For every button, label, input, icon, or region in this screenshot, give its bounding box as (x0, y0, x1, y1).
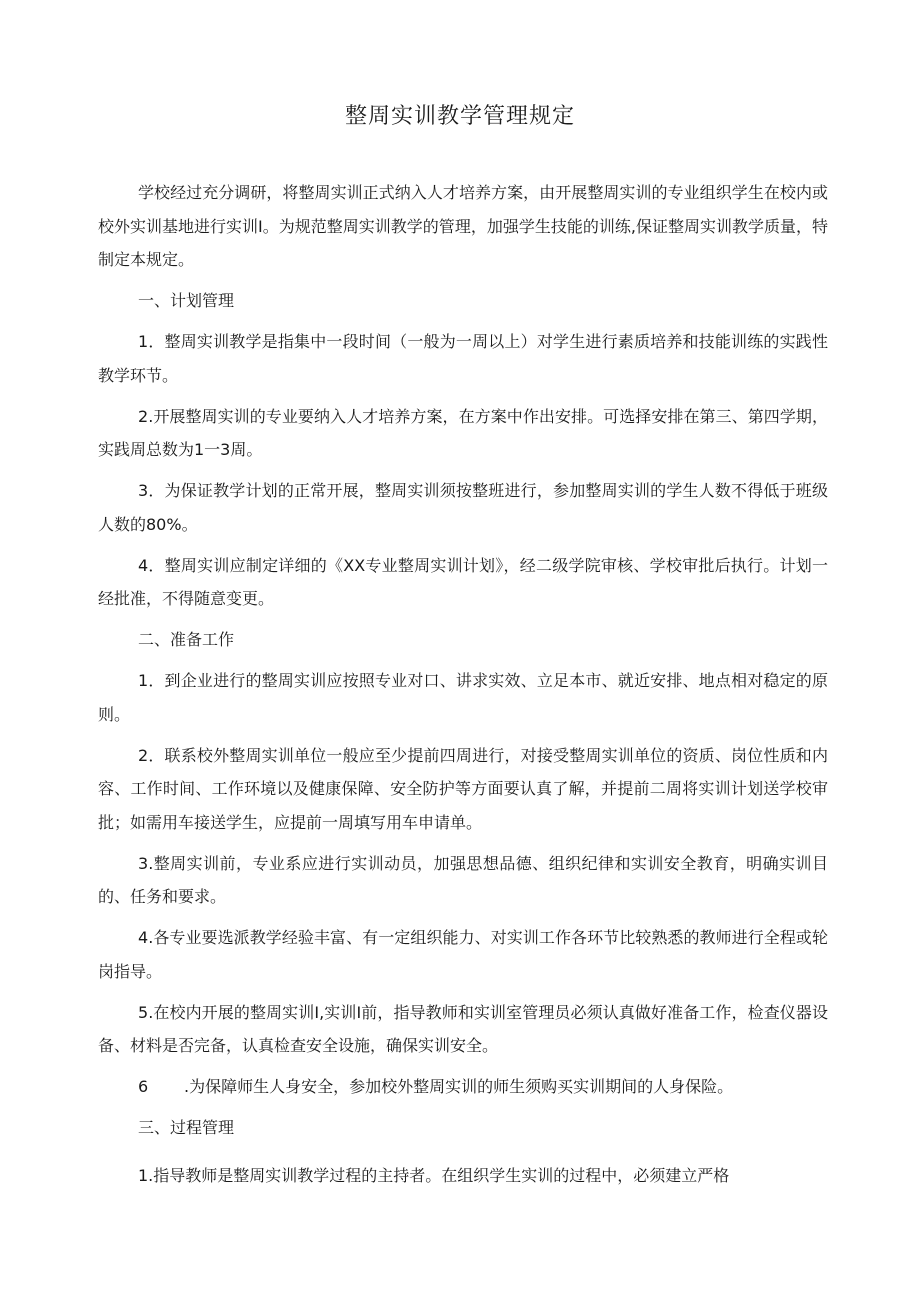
prep-item-2 (98, 739, 828, 840)
process-item-1 (98, 1159, 828, 1193)
plan-item-2 (98, 400, 828, 467)
section-heading-preparation: 二、准备工作 (138, 630, 235, 649)
item-number: 5 (138, 1002, 149, 1022)
item-text: .各专业要选派教学经验丰富、有一定组织能力、对实训工作各环节比较熟悉的教师进行全程或轮岗指导。 (98, 928, 828, 981)
item-number: 4 (138, 555, 149, 575)
prep-item-1 (98, 664, 828, 731)
prep-item-3 (98, 847, 828, 914)
item-number: 1 (138, 332, 149, 351)
plan-item-4 (98, 549, 828, 616)
item-text: .整周实训前，专业系应进行实训动员，加强思想品德、组织纪律和实训安全教育，明确实训目的、任务和要求。 (98, 853, 828, 906)
item-number: 6 (138, 1077, 149, 1096)
item-number: 4 (138, 928, 149, 947)
item-text: 指导教师是整周实训教学过程的主持者。在组织学生实训的过程中，必须建立严格 (153, 1165, 730, 1185)
item-text: ．整周实训教学是指集中一段时间（一般为一周以上）对学生进行素质培养和技能训练的实践性教学环节。 (98, 332, 828, 385)
prep-item-6 (98, 1070, 828, 1104)
item-number: 3 (138, 853, 149, 873)
document-title: 整周实训教学管理规定 (344, 104, 575, 129)
item-number: 1. (138, 1165, 154, 1185)
item-text: .在校内开展的整周实训I,实训I前，指导教师和实训室管理员必须认真做好准备工作，检查仪器设备、材料是否完备，认真检查安全设施，确保实训安全。 (98, 1002, 828, 1055)
intro-paragraph: 学校经过充分调研，将整周实训正式纳入人才培养方案，由开展整周实训的专业组织学生在校内或校外实训基地进行实训I。为规范整周实训教学的管理，加强学生技能的训练,保证整周实训教学质量，特制定本规定。 (98, 183, 828, 269)
section-heading-process: 三、过程管理 (138, 1118, 235, 1137)
item-text: .开展整周实训的专业要纳入人才培养方案，在方案中作出安排。可选择安排在第三、第四学期，实践周总数为1一3周。 (98, 406, 828, 459)
item-text: .为保障师生人身安全，参加校外整周实训的师生须购买实训期间的人身保险。 (184, 1077, 734, 1096)
item-text: ．为保证教学计划的正常开展，整周实训须按整班进行，参加整周实训的学生人数不得低于班级人数的80%。 (98, 481, 828, 534)
item-text: ．联系校外整周实训单位一般应至少提前四周进行，对接受整周实训单位的资质、岗位性质和内容、工作时间、工作环境以及健康保障、安全防护等方面要认真了解，并提前二周将实训计划送学校审批；如需用车接送学生，应提前一周填写用车申请单。 (98, 745, 828, 832)
document-body (98, 176, 828, 1200)
item-text: ．到企业进行的整周实训应按照专业对口、讲求实效、立足本市、就近安排、地点相对稳定的原则。 (98, 671, 828, 724)
item-text: ．整周实训应制定详细的《XX专业整周实训计划》，经二级学院审核、学校审批后执行。计划一经批准，不得随意变更。 (98, 555, 828, 608)
plan-item-1 (98, 325, 828, 392)
section-heading-plan: 一、计划管理 (138, 291, 235, 310)
item-number: 3 (138, 481, 149, 500)
prep-item-5 (98, 996, 828, 1063)
prep-item-4 (98, 921, 828, 988)
item-number: 1 (138, 671, 149, 690)
plan-item-3 (98, 474, 828, 541)
item-number: 2 (138, 406, 149, 426)
item-number: 2 (138, 745, 149, 765)
